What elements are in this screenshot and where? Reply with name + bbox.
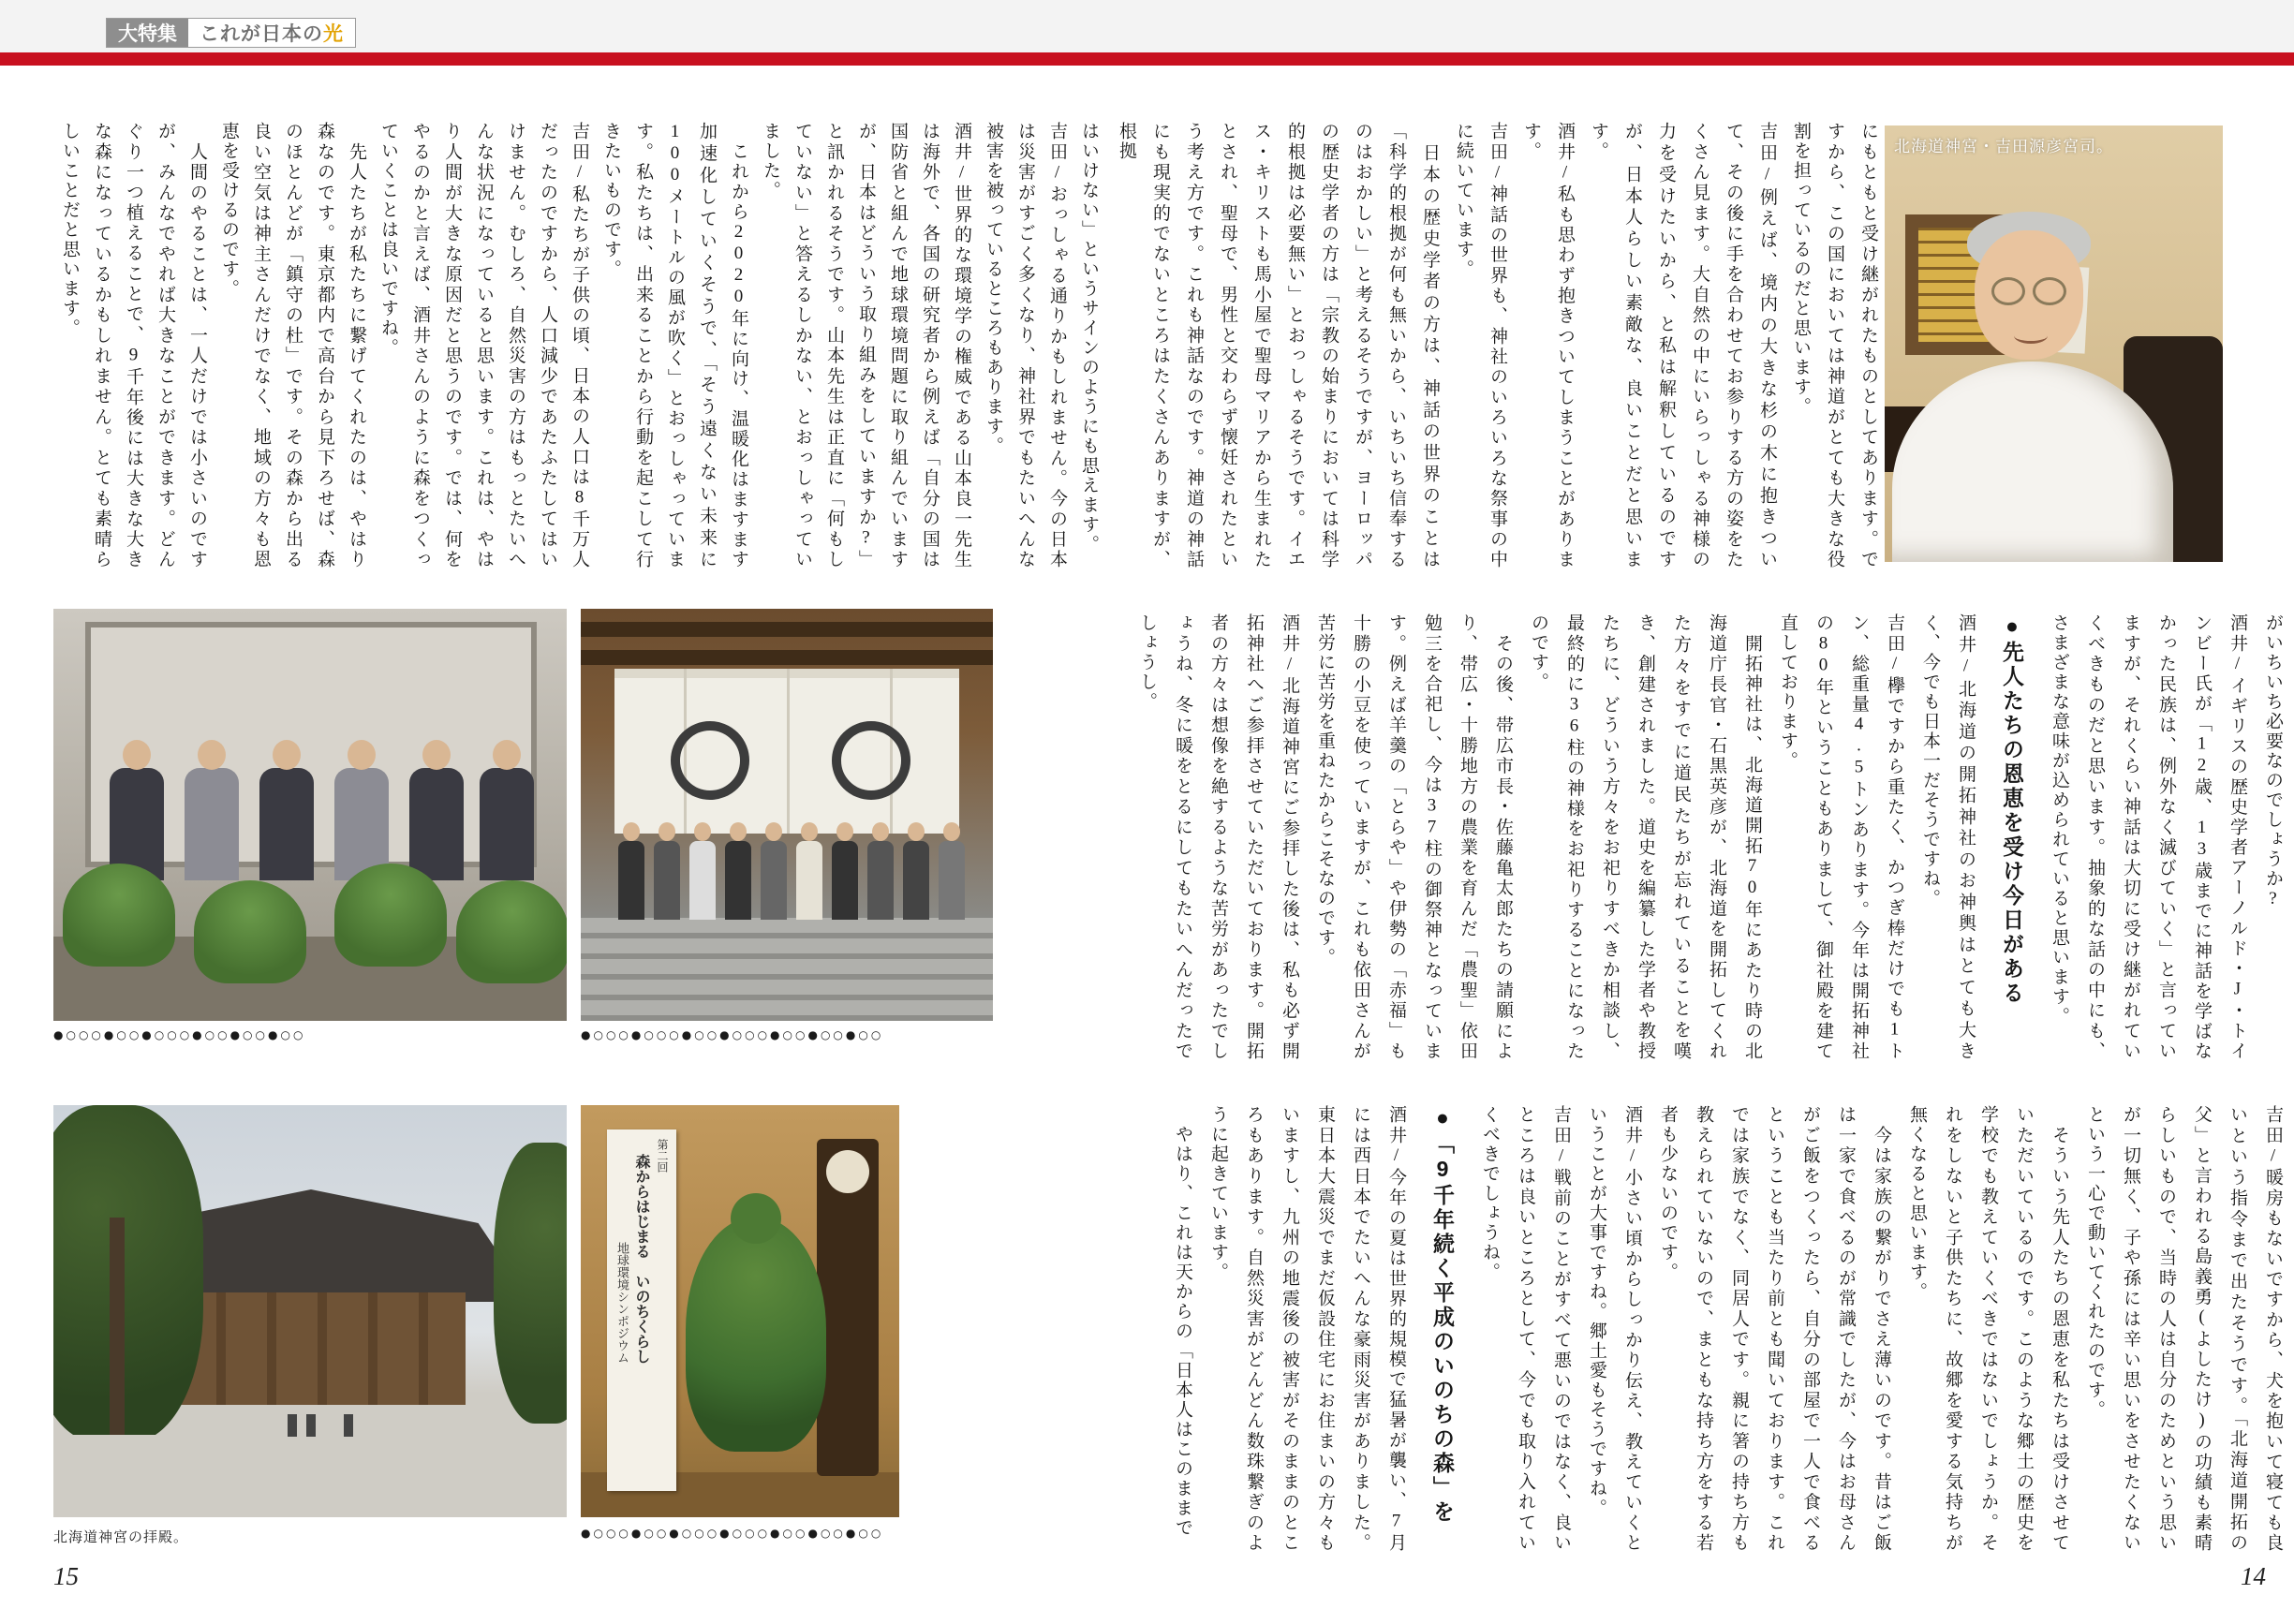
symposium-photo-caption-dots: ●○○○●○○●○○○●○○○●○○●○○●○○ [581,1527,884,1540]
panel-photo-caption-dots: ●○○○●○○●○○○●○○●○○●○○ [53,1028,306,1041]
group-person [725,841,751,920]
group-person [654,841,680,920]
body-paragraph: 酒井/今年の夏は世界的規模で猛暑が襲い、7月には西日本でたいへんな豪雨災害がありました。東日本大震災でまだ仮設住宅にお住まいの方々もいますし、九州の地震後の被害がそのままのところもあります。自然災害がどんどん数珠繋ぎのように起きています。 [1208,1105,1406,1553]
body-paragraph: 今は家族の繋がりでさえ薄いのです。昔はご飯は一家で食べるのが常識でしたが、今はお母さんがご飯をつくったら、自分の部屋で一人で食べるということも当たり前とも聞いております。これでは家族でなく、同居人です。親に箸の持ち方も教えられていないので、まともな持ち方をする若者も少ないのです。 [1658,1105,1891,1553]
symposium-banner [607,1129,676,1491]
glasses-lens [2033,277,2066,305]
haiden-photo-caption: 北海道神宮の拝殿。 [53,1529,189,1545]
body-paragraph: 吉田/神話の世界も、神社のいろいろな祭事の中に続いています。 [1454,122,1507,569]
symposium-photo [581,1105,899,1517]
body-paragraph: 酒井/イギリスの歴史学者アーノルド・J・トインビー氏が「12歳、13歳までに神話を学ばなかった民族は、例外なく滅びていく」と言っていますが、それくらい神話は大切に受け継がれていくべきものだと思います。抽象的な話の中にも、さまざまな意味が込められていると思います。 [2050,613,2247,1061]
stone-steps [581,918,993,1021]
page-number-15: 15 [53,1562,79,1590]
section-heading: ●「9千年続く平成のいのちの森」を [1430,1105,1455,1525]
shrine-beam [581,622,993,637]
body-paragraph: 開拓神社は、北海道開拓70年にあたり時の北海道庁長官・石黒英彦が、北海道を開拓してくれた方々をすでに道民たちが忘れていることを嘆き、創建されました。道史を編纂した学者や教授たちに、どういう方々をお祀りすべきか相談し、最終的に36柱の神様をお祀りすることになったのです。 [1529,613,1762,1061]
panel-discussion-photo [53,609,567,1021]
foreground-plant [63,864,175,967]
page-number-14: 14 [2241,1562,2266,1590]
body-paragraph: 先人たちが私たちに繋げてくれたのは、やはり森なのです。東京都内で高台から見下ろせば、森のほとんどが「鎮守の杜」です。その森から出る良い空気は神主さんだけでなく、地域の方々も恩恵を受けるのです。 [219,122,366,569]
group-person [939,841,965,920]
body-paragraph: そういう先人たちの恩恵を私たちは受けさせていただいているのです。このような郷土の歴史を学校でも教えていくべきではないでしょうか。それをしないと子供たちに、故郷を愛する気持ちが無くなると思います。 [1907,1105,2069,1553]
curtain-crest [671,721,749,800]
group-person [796,841,822,920]
feature-header [106,18,356,48]
group-person [618,841,644,920]
visitor-figure [306,1414,316,1437]
body-paragraph: がいちいち必要なのでしょうか? [2263,613,2283,910]
panelist-figure [409,768,464,880]
red-divider-bar [0,52,2294,66]
shrine-beam [581,650,993,665]
body-paragraph: はいけない」というサインのようにも思えます。 [1079,122,1099,554]
group-person [903,841,929,920]
panelist-figure [185,768,239,880]
body-paragraph: 人間のやることは、一人だけでは小さいのですが、みんなでやれば大きなことができます。どんぐり一つ植えることで、9千年後には大きな大きな森になっているかもしれません。とても素晴らしいことだと思います。 [60,122,207,569]
banner-line2: 森からはじまる いのちくらし [633,1154,649,1364]
body-paragraph: 酒井/私も思わず抱きついてしまうことがあります。 [1521,122,1575,569]
priest-portrait-photo [1885,125,2223,562]
body-paragraph: 吉田/暖房もないですから、犬を抱いて寝ても良いという指令まで出たそうです。「北海道開拓の父」と言われる島義勇(よしたけ)の功績も素晴らしいもので、当時の人は自分のためという思いが一切無く、子や孫には辛い思いをさせたくないという一心で動いてくれたのです。 [2085,1105,2283,1553]
gravel-ground [53,1435,567,1517]
shrine-group-photo [581,609,993,1021]
group-person [689,841,716,920]
body-paragraph: にもともと受け継がれたものとしてあります。ですから、この国においては神道がとても大きな役割を担っているのだと思います。 [1791,122,1878,569]
body-paragraph: 吉田/例えば、境内の大きな杉の木に抱きついて、その後に手を合わせてお参りする方の姿をたくさん見ます。大自然の中にいらっしゃる神様の力を受けたいから、と私は解釈しているのですが、日本人らしい素敵な、良いことだと思います。 [1589,122,1777,569]
glasses-lens [1991,277,2025,305]
page14-text-band3 [1166,1105,2290,1553]
body-paragraph: 日本の歴史学者の方は、神話の世界のことは「科学的根拠が何も無いから、いちいち信奉するのはおかしい」と考えるそうですが、ヨーロッパの歴史学者の方は「宗教の始まりにおいては科学的根拠は必要無い」とおっしゃるそうです。イエス・キリストも馬小屋で聖母マリアから生まれたとされ、聖母で、男性と交わらず懐妊されたという考え方です。これも神話なのです。神道の神話にも現実的でないところはたくさんありますが、根拠 [1117,122,1440,569]
body-paragraph: やはり、これは天からの「日本人はこのままで [1173,1105,1192,1538]
feature-title-text: これが日本の [200,23,323,45]
smile [2014,328,2048,344]
foreground-plant [456,880,567,983]
group-person [761,841,787,920]
group-person [832,841,858,920]
shrine-wall [166,1292,466,1405]
group-person [867,841,894,920]
body-paragraph: 吉田/私たちが子供の頃、日本の人口は8千万人だったのですから、人口減少であたふたしてはいけません。むしろ、自然災害の方はもっとたいへんな状況になっていると思います。これは、やはり人間が大きな原因だと思うのです。では、何をやるのかと言えば、酒井さんのように森をつくっていくことは良いですね。 [378,122,589,570]
feature-title-accent: 光 [323,23,344,45]
page14-text-band2 [1137,613,2290,1061]
visitor-figure [288,1414,297,1437]
curtain-crest [832,721,910,800]
panelist-figure [259,768,314,880]
visitor-figure [344,1414,353,1437]
page15-text-band1 [53,122,1104,569]
foreground-plant [194,880,306,983]
tree [53,1105,203,1442]
feature-tag: 大特集 [107,19,188,47]
body-paragraph: 酒井/世界的な環境学の権威である山本良一先生は海外で、各国の研究者から例えば「自分の国は国防省と組んで地球環境問題に取り組んでいますが、日本はどういう取り組みをしていますか?」と訊かれるそうです。山本先生は正直に「何もしていない」と答えるしかない、とおっしゃっていました。 [761,122,971,569]
section-heading: ●先人たちの恩恵を受け今日がある [2000,613,2024,1006]
foreground-plant [334,864,447,967]
tree [494,1143,567,1424]
banner-line1: 第二回 [656,1139,669,1173]
body-paragraph: 吉田/おっしゃる通りかもしれません。今の日本は災害がすごく多くなり、神社界でもたいへんな被害を被っているところもあります。 [984,122,1067,569]
panelist-figure [480,768,534,880]
portrait-caption: 北海道神宮・吉田源彦宮司。 [1894,138,2113,155]
haiden-exterior-photo [53,1105,567,1517]
body-paragraph: 酒井/北海道の開拓神社のお神輿はとても大きく、今でも日本一だそうですね。 [1920,613,1976,1061]
clock-face [826,1150,869,1193]
body-paragraph: 酒井/北海道神宮にご参拝した後は、私も必ず開拓神社へご参拝させていただいております。開拓者の方々は想像を絶するような苦労があったでしょうね、冬に暖をとるにしてもたいへんだったでしょうし。 [1137,613,1299,1061]
curtain-fold [787,669,790,834]
tree-trunk [110,1218,125,1442]
banner-line3: 地球環境シンポジウム [615,1242,629,1364]
shrine-photo-caption-dots: ●○○○●○○○●○○●○○○●○○●○○●○○ [581,1028,884,1041]
body-paragraph: その後、帯広市長・佐藤亀太郎たちの請願により、帯広・十勝地方の農業を育んだ「農聖」依田勉三を合祀し、今は37柱の御祭神となっています。例えば羊羹の「とらや」や伊勢の「赤福」も十勝の小豆を使っていますが、これも依田さんが苦労に苦労を重ねたからこそなのです。 [1315,613,1513,1061]
body-paragraph: これから2020年に向け、温暖化はますます加速化していくそうで、「そう遠くない未来に100メートルの風が吹く」とおっしゃっています。私たちは、出来ることから行動を起こして行きたいものです。 [601,122,748,570]
body-paragraph: 酒井/小さい頃からしっかり伝え、教えていくということが大事ですね。郷土愛もそうですね。 [1587,1105,1642,1553]
feature-title [188,19,355,47]
leaf-costume-person [686,1218,826,1452]
page14-text-band1 [1117,122,1885,569]
body-paragraph: 吉田/欅ですから重たく、かつぎ棒だけでも1トン、総重量4.5トンあります。今年は開拓神社の80年ということもありまして、御社殿を建て直しております。 [1778,613,1904,1061]
body-paragraph: 吉田/戦前のことがすべて悪いのではなく、良いところは良いところとして、今でも取り入れていくべきでしょうね。 [1480,1105,1571,1553]
